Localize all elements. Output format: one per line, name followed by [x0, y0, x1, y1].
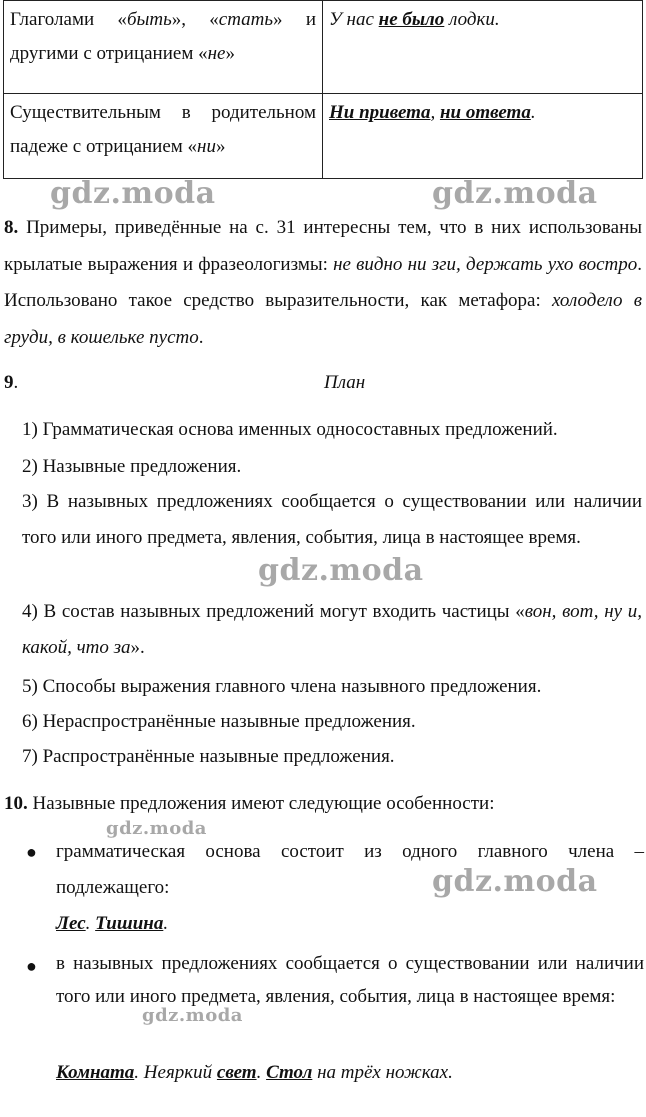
cell-text: » [225, 43, 235, 64]
cell-text: » [215, 136, 226, 157]
plan-item: 1) Грамматическая основа именных односоставных предложений. [22, 419, 558, 440]
watermark: gdz.moda [142, 1005, 243, 1026]
example-text: . [163, 913, 169, 934]
example-text: . Неяркий [134, 1062, 217, 1083]
plan-item-text: 4) В состав назывных предложений могут входить частицы « [22, 601, 525, 622]
example-text: , [430, 102, 440, 123]
table-cell-example [323, 94, 643, 179]
cell-text: » и другими с отрицанием « [10, 9, 317, 64]
example-text: на трёх ножках. [312, 1062, 453, 1083]
cell-text: », « [171, 9, 219, 30]
cell-italic: стать [218, 9, 274, 30]
task10-intro [4, 792, 494, 816]
watermark: gdz.moda [50, 176, 216, 211]
bullet-text: грамматическая основа состоит из одного главного члена – подлежащего: [56, 841, 644, 898]
example-word: Лес [56, 913, 86, 934]
task8-text: . [198, 326, 204, 348]
example-word: свет [216, 1062, 257, 1083]
bullet-text: в назывных предложениях сообщается о существовании или наличии того или иного предмета, явления, события, лица в настоящее время: [56, 953, 644, 1007]
example-text: . [530, 102, 536, 123]
bullet-icon: ● [26, 842, 37, 862]
plan-item-particles: вон, вот, ну и, какой, что за [22, 601, 642, 658]
task-number: 8. [4, 217, 19, 238]
watermark: gdz.moda [432, 864, 598, 899]
task9-number [4, 371, 18, 395]
cell-italic: быть [126, 9, 172, 30]
example-text: лодки. [444, 9, 500, 30]
example-word: Ни привета [329, 102, 431, 123]
task-number: 9 [4, 372, 14, 393]
example-line [56, 912, 168, 936]
task8-text: . Использовано такое средство выразительности, как метафора: [4, 253, 642, 311]
rules-table [3, 0, 643, 179]
cell-italic: ни [197, 136, 216, 157]
example-text: . [256, 1062, 267, 1083]
task8-paragraph [4, 210, 642, 356]
example-word: Комната [56, 1062, 135, 1083]
plan-item: 5) Способы выражения главного члена назывного предложения. [22, 676, 542, 697]
watermark: gdz.moda [106, 818, 207, 839]
table-row [4, 1, 643, 94]
cell-italic: не [207, 43, 226, 64]
example-text: . [85, 913, 96, 934]
task-number-dot: . [13, 372, 19, 393]
table-row [4, 94, 643, 179]
example-word: Стол [266, 1062, 313, 1083]
example-predicate: не было [378, 9, 445, 30]
table-cell-rule [4, 94, 323, 179]
task8-text: Примеры, приведённые на с. 31 интересны тем, что в них использованы крылатые выражения и фразеологизмы: [4, 217, 642, 275]
task8-example: холодело в груди, в кошельке пусто [4, 290, 642, 348]
table-cell-example [323, 1, 643, 94]
example-word: ни ответа [439, 102, 531, 123]
plan-item: 7) Распространённые назывные предложения. [22, 746, 395, 767]
task8-example: не видно ни зги, держать ухо востро [333, 253, 638, 275]
table-cell-rule [4, 1, 323, 94]
example-text: У нас [329, 9, 379, 30]
plan-item: 6) Нераспространённые назывные предложения. [22, 711, 416, 732]
plan-item: 3) В назывных предложениях сообщается о существовании или наличии того или иного предмета, явления, события, лица в настоящее время. [22, 491, 642, 548]
watermark: gdz.moda [258, 553, 424, 588]
plan-item [22, 594, 642, 666]
task10-text: Назывные предложения имеют следующие особенности: [27, 793, 495, 814]
watermark: gdz.moda [432, 176, 598, 211]
cell-text: Существительным в родительном падеже с отрицанием « [10, 102, 316, 157]
cell-text: Глаголами « [10, 9, 127, 30]
example-line [56, 1061, 453, 1085]
bullet-icon: ● [26, 956, 37, 976]
example-word: Тишина [95, 913, 164, 934]
task-number: 10. [4, 793, 28, 814]
plan-title: План [324, 372, 366, 393]
plan-item-text: ». [130, 637, 145, 658]
plan-item: 2) Назывные предложения. [22, 456, 242, 477]
